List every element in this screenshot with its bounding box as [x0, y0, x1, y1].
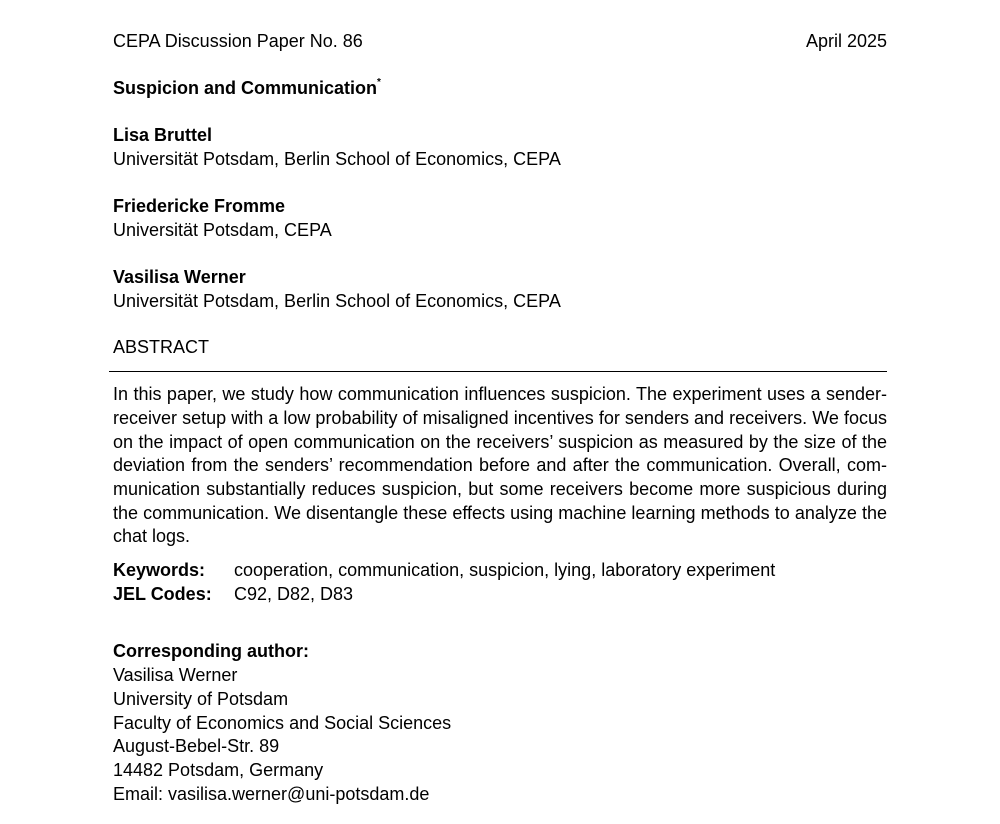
title-footnote-mark[interactable]: *	[377, 77, 381, 88]
corresponding-email[interactable]: Email: vasilisa.werner@uni-potsdam.de	[113, 783, 430, 804]
abstract-divider	[109, 371, 887, 372]
jel-label: JEL Codes:	[113, 583, 212, 604]
abstract-text: In this paper, we study how communication influences suspicion. The experiment uses a sender-receiver setup with a low probability of misaligned incentives for senders and receivers. We focus on the impact of open communication on the receivers’ suspicion as measured by the size of the deviation from the senders’ recommendation before and after the communication. Overall, communication substantially reduces suspicion, but some receivers become more suspicious during the communication. We disentangle these effects using machine learning methods to analyze the chat logs.	[113, 384, 887, 547]
page-header	[113, 30, 887, 54]
corresponding-street: August-Bebel-Str. 89	[113, 736, 280, 757]
corresponding-heading: Corresponding author:	[113, 641, 309, 662]
paper-title	[113, 77, 887, 101]
author-name: Vasilisa Werner	[113, 267, 246, 288]
keywords-label: Keywords:	[113, 560, 206, 581]
author-block	[113, 195, 887, 242]
title-page	[113, 30, 887, 806]
publication-date: April 2025	[805, 31, 887, 51]
corresponding-name: Vasilisa Werner	[113, 665, 238, 686]
author-affiliation: Universität Potsdam, Berlin School of Economics, CEPA	[113, 148, 561, 169]
jel-value: C92, D82, D83	[234, 583, 354, 604]
series-label: CEPA Discussion Paper No. 86	[113, 31, 363, 51]
author-block	[113, 124, 887, 171]
abstract-heading: ABSTRACT	[113, 337, 210, 358]
jel-row	[113, 583, 775, 607]
corresponding-city: 14482 Potsdam, Germany	[113, 759, 324, 780]
corresponding-faculty: Faculty of Economics and Social Sciences	[113, 712, 452, 733]
keywords-table	[113, 559, 775, 606]
keywords-row	[113, 559, 775, 583]
author-affiliation: Universität Potsdam, Berlin School of Economics, CEPA	[113, 290, 561, 311]
author-name: Lisa Bruttel	[113, 125, 213, 146]
author-affiliation: Universität Potsdam, CEPA	[113, 219, 332, 240]
corresponding-institution: University of Potsdam	[113, 688, 289, 709]
author-name: Friedericke Fromme	[113, 196, 286, 217]
author-block	[113, 266, 887, 313]
keywords-value: cooperation, communication, suspicion, lying, laboratory experiment	[234, 560, 776, 581]
paper-title-text: Suspicion and Communication	[113, 78, 378, 98]
corresponding-author-block	[113, 640, 887, 806]
